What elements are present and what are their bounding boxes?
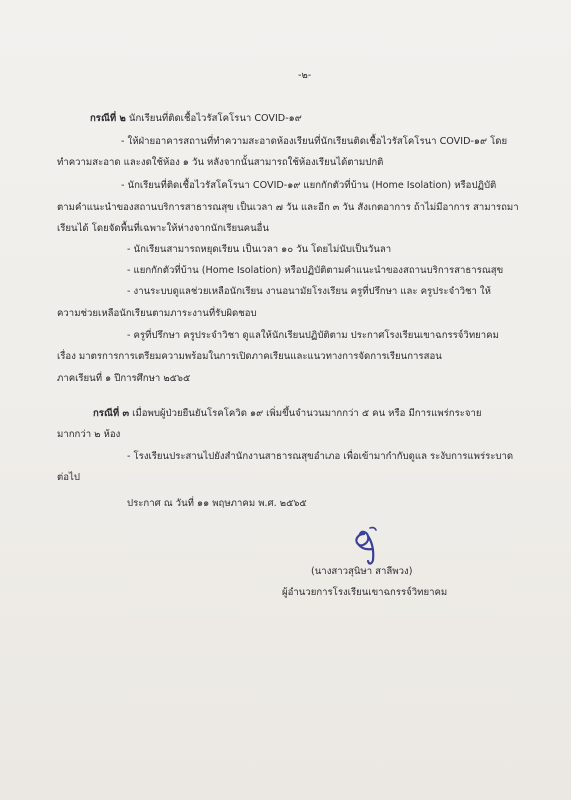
case-3-line: มากกว่า ๒ ห้อง (57, 429, 121, 440)
case-3-heading (93, 407, 482, 420)
case-2-line: เรื่อง มาตรการการเตรียมความพร้อมในการเปิดภาคเรียนและแนวทางการจัดการเรียนการสอน (57, 351, 442, 362)
case-3-line: - โรงเรียนประสานไปยังสำนักงานสาธารณสุขอำเภอ เพื่อเข้ามากำกับดูแล ระงับการแพร่ระบาด (127, 451, 514, 462)
case-2-line: เรียนได้ โดยจัดพื้นที่เฉพาะให้ห่างจากนักเรียนคนอื่น (57, 223, 269, 234)
case-2-heading (90, 112, 302, 125)
case-2-title: กรณีที่ ๒ (90, 113, 126, 124)
case-2-line: ภาคเรียนที่ ๑ ปีการศึกษา ๒๕๖๕ (57, 373, 191, 384)
case-2-line: - นักเรียนสามารถหยุดเรียน เป็นเวลา ๑๐ วัน โดยไม่นับเป็นวันลา (127, 244, 392, 255)
case-2-line: - ครูที่ปรึกษา ครูประจำวิชา ดูแลให้นักเรียนปฏิบัติตาม ประกาศโรงเรียนเขาฉกรรจ์วิทยาคม (127, 330, 499, 341)
case-3-title-rest: เมื่อพบผู้ป่วยยืนยันโรคโควิด ๑๙ เพิ่มขึ้นจำนวนมากกว่า ๕ คน หรือ มีการแพร่กระจาย (132, 408, 482, 419)
page-number: -๒- (298, 70, 312, 81)
signer-position: ผู้อำนวยการโรงเรียนเขาฉกรรจ์วิทยาคม (282, 587, 448, 598)
case-2-line: - งานระบบดูแลช่วยเหลือนักเรียน งานอนามัยโรงเรียน ครูที่ปรึกษา และ ครูประจำวิชา ให้ (127, 286, 491, 297)
announcement-date: ประกาศ ณ วันที่ ๑๑ พฤษภาคม พ.ศ. ๒๕๖๕ (127, 498, 307, 509)
case-2-line: - ให้ฝ่ายอาคารสถานที่ทำความสะอาดห้องเรียนที่นักเรียนติดเชื้อไวรัสโคโรนา COVID-๑๙ โดย (121, 136, 508, 147)
case-3-title: กรณีที่ ๓ (93, 408, 130, 419)
case-2-line: - แยกกักตัวที่บ้าน (Home Isolation) หรือปฏิบัติตามคำแนะนำของสถานบริการสาธารณสุข (127, 265, 504, 276)
case-2-line: ทำความสะอาด และงดใช้ห้อง ๑ วัน หลังจากนั้นสามารถใช้ห้องเรียนได้ตามปกติ (57, 157, 384, 168)
case-2-line: ตามคำแนะนำของสถานบริการสาธารณสุข เป็นเวลา ๗ วัน และอีก ๓ วัน สังเกตอาการ ถ้าไม่มีอาการ สามารถมา (57, 202, 519, 213)
case-3-line: ต่อไป (57, 472, 80, 483)
signature (340, 520, 400, 570)
signer-name: (นางสาวสุนิษา สาลีพวง) (311, 566, 413, 577)
case-2-line: ความช่วยเหลือนักเรียนตามภาระงานที่รับผิดชอบ (57, 308, 257, 319)
case-2-title-rest: นักเรียนที่ติดเชื้อไวรัสโคโรนา COVID-๑๙ (128, 113, 302, 124)
case-2-line: - นักเรียนที่ติดเชื้อไวรัสโคโรนา COVID-๑๙ แยกกักตัวที่บ้าน (Home Isolation) หรือปฏิบัติ (121, 180, 497, 191)
